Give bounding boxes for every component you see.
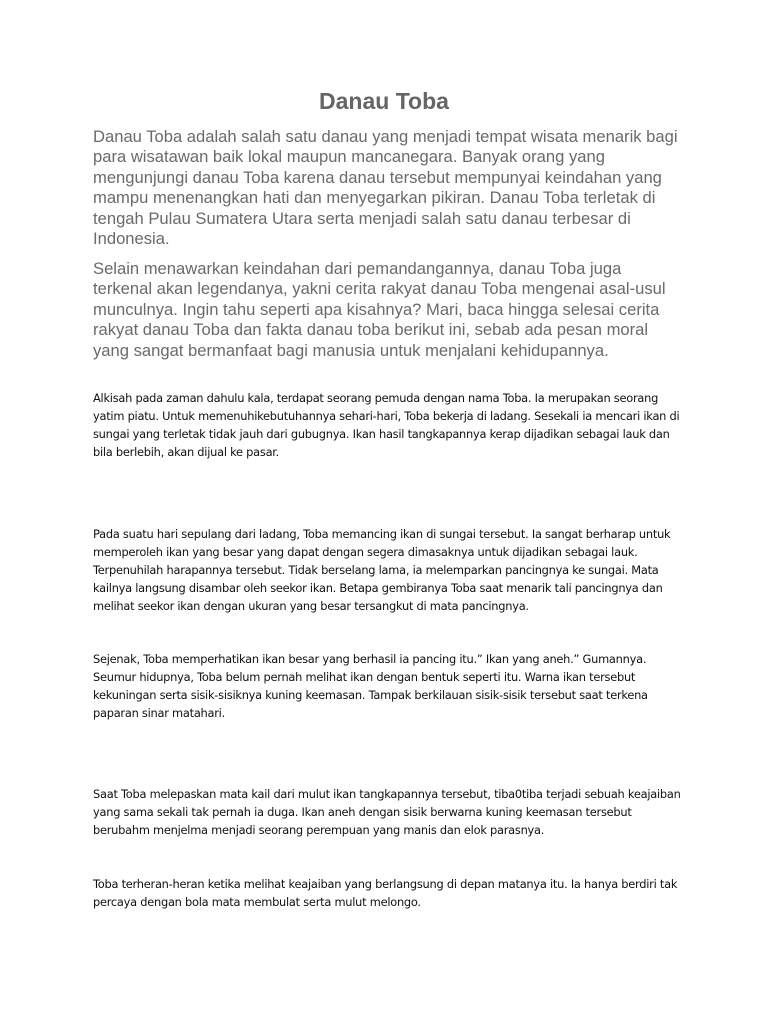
story-paragraph: Alkisah pada zaman dahulu kala, terdapat seorang pemuda dengan nama Toba. Ia merupakan seorang yatim piatu. Untuk memenuhikebutuhannya sehari-hari, Toba bekerja di ladang. Sesekali ia mencari ikan di sungai yang terletak tidak jauh dari gubugnya. Ikan hasil tangkapannya kerap dijadikan sebagai lauk dan bila berlebih, akan dijual ke pasar.: [93, 391, 680, 459]
story-paragraph: Saat Toba melepaskan mata kail dari mulut ikan tangkapannya tersebut, tiba0tiba terjadi sebuah keajaiban yang sama sekali tak pernah ia duga. Ikan aneh dengan sisik berwarna kuning keemasan tersebut berubahm menjelma menjadi seorang perempuan yang manis dan elok parasnya.: [93, 787, 681, 837]
intro-paragraph: Danau Toba adalah salah satu danau yang menjadi tempat wisata menarik bagi para wisatawan baik lokal maupun mancanegara. Banyak orang yang mengunjungi danau Toba karena danau tersebut mempunyai keindahan yang mampu menenangkan hati dan menyegarkan pikiran. Danau Toba terletak di tengah Pulau Sumatera Utara serta menjadi salah satu danau terbesar di Indonesia.: [93, 127, 678, 249]
story-paragraph: Toba terheran-heran ketika melihat keajaiban yang berlangsung di depan matanya itu. Ia hanya berdiri tak percaya dengan bola mata membulat serta mulut melongo.: [93, 877, 678, 909]
story-paragraph: Sejenak, Toba memperhatikan ikan besar yang berhasil ia pancing itu.” Ikan yang aneh.” Gumannya. Seumur hidupnya, Toba belum pernah melihat ikan dengan bentuk seperti itu. Warna ikan tersebut kekuningan serta sisik-sisiknya kuning keemasan. Tampak berkilauan sisik-sisik tersebut saat terkena paparan sinar matahari.: [93, 652, 648, 720]
story-paragraph: Pada suatu hari sepulang dari ladang, Toba memancing ikan di sungai tersebut. Ia sangat berharap untuk memperoleh ikan yang besar yang dapat dengan segera dimasaknya untuk dijadikan sebagai lauk. Terpenuhilah harapannya tersebut. Tidak berselang lama, ia melemparkan pancingnya ke sungai. Mata kailnya langsung disambar oleh seekor ikan. Betapa gembiranya Toba saat menarik tali pancingnya dan melihat seekor ikan dengan ukuran yang besar tersangkut di mata pancingnya.: [93, 527, 671, 613]
document-title: Danau Toba: [319, 88, 449, 114]
intro-paragraph: Selain menawarkan keindahan dari pemandangannya, danau Toba juga terkenal akan legendanya, yakni cerita rakyat danau Toba mengenai asal-usul munculnya. Ingin tahu seperti apa kisahnya? Mari, baca hingga selesai cerita rakyat danau Toba dan fakta danau toba berikut ini, sebab ada pesan moral yang sangat bermanfaat bagi manusia untuk menjalani kehidupannya.: [93, 259, 666, 360]
